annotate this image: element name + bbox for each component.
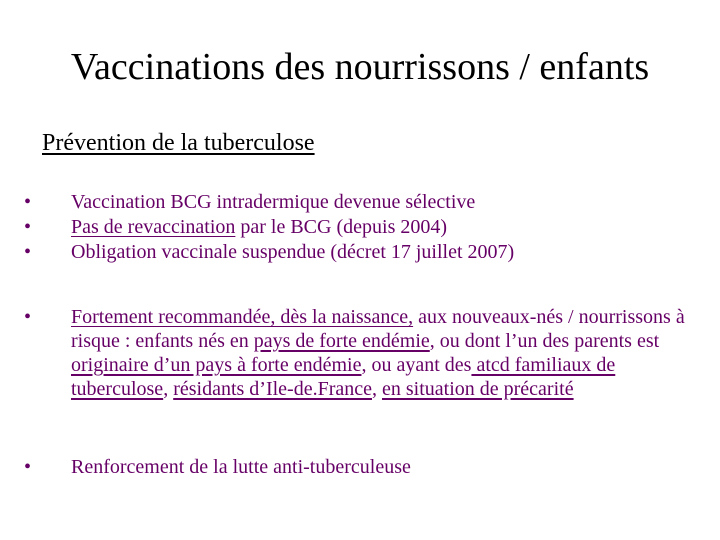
bullet-item — [24, 240, 704, 264]
slide-subtitle: Prévention de la tuberculose — [42, 130, 315, 156]
bullet-text: Renforcement de la lutte anti-tuberculeuse — [71, 456, 411, 478]
bullet-icon: • — [24, 241, 32, 263]
text-segment: , — [163, 378, 174, 400]
bullet-item — [24, 305, 704, 401]
bullet-icon: • — [24, 216, 32, 238]
bullet-text — [71, 305, 704, 401]
slide-title: Vaccinations des nourrissons / enfants — [70, 46, 650, 88]
bullet-item — [24, 190, 704, 214]
underlined-text: résidants d’Ile-de.France — [173, 378, 372, 400]
bullet-text-rest: par le BCG (depuis 2004) — [235, 216, 448, 238]
bullet-icon: • — [24, 456, 32, 478]
bullet-item — [24, 215, 704, 239]
text-segment: aux nouveaux-nés / nourrissons à risque : enfants nés en — [71, 306, 685, 352]
underlined-text: Fortement recommandée, dès la naissance, — [71, 306, 414, 328]
underlined-text: en situation de précarité — [382, 378, 574, 400]
bullet-text: Obligation vaccinale suspendue (décret 17 juillet 2007) — [71, 241, 515, 263]
bullet-list-reinforcement — [24, 455, 704, 479]
text-segment: , ou dont l’un des parents est — [429, 330, 660, 352]
underlined-text: Pas de revaccination — [71, 216, 236, 238]
bullet-icon: • — [24, 306, 32, 328]
underlined-text: pays de forte endémie — [253, 330, 430, 352]
underlined-text: originaire d’un pays à forte endémie — [71, 354, 362, 376]
text-segment: , — [372, 378, 382, 400]
bullet-text: Vaccination BCG intradermique devenue sélective — [71, 191, 476, 213]
bullet-text — [71, 215, 704, 239]
underlined-text: atcd familiaux de tuberculose — [71, 354, 616, 400]
bullet-list-recommendation — [24, 305, 704, 401]
text-segment: , ou ayant des — [361, 354, 472, 376]
bullet-icon: • — [24, 191, 32, 213]
bullet-list-bcg — [24, 190, 704, 265]
bullet-item — [24, 455, 704, 479]
